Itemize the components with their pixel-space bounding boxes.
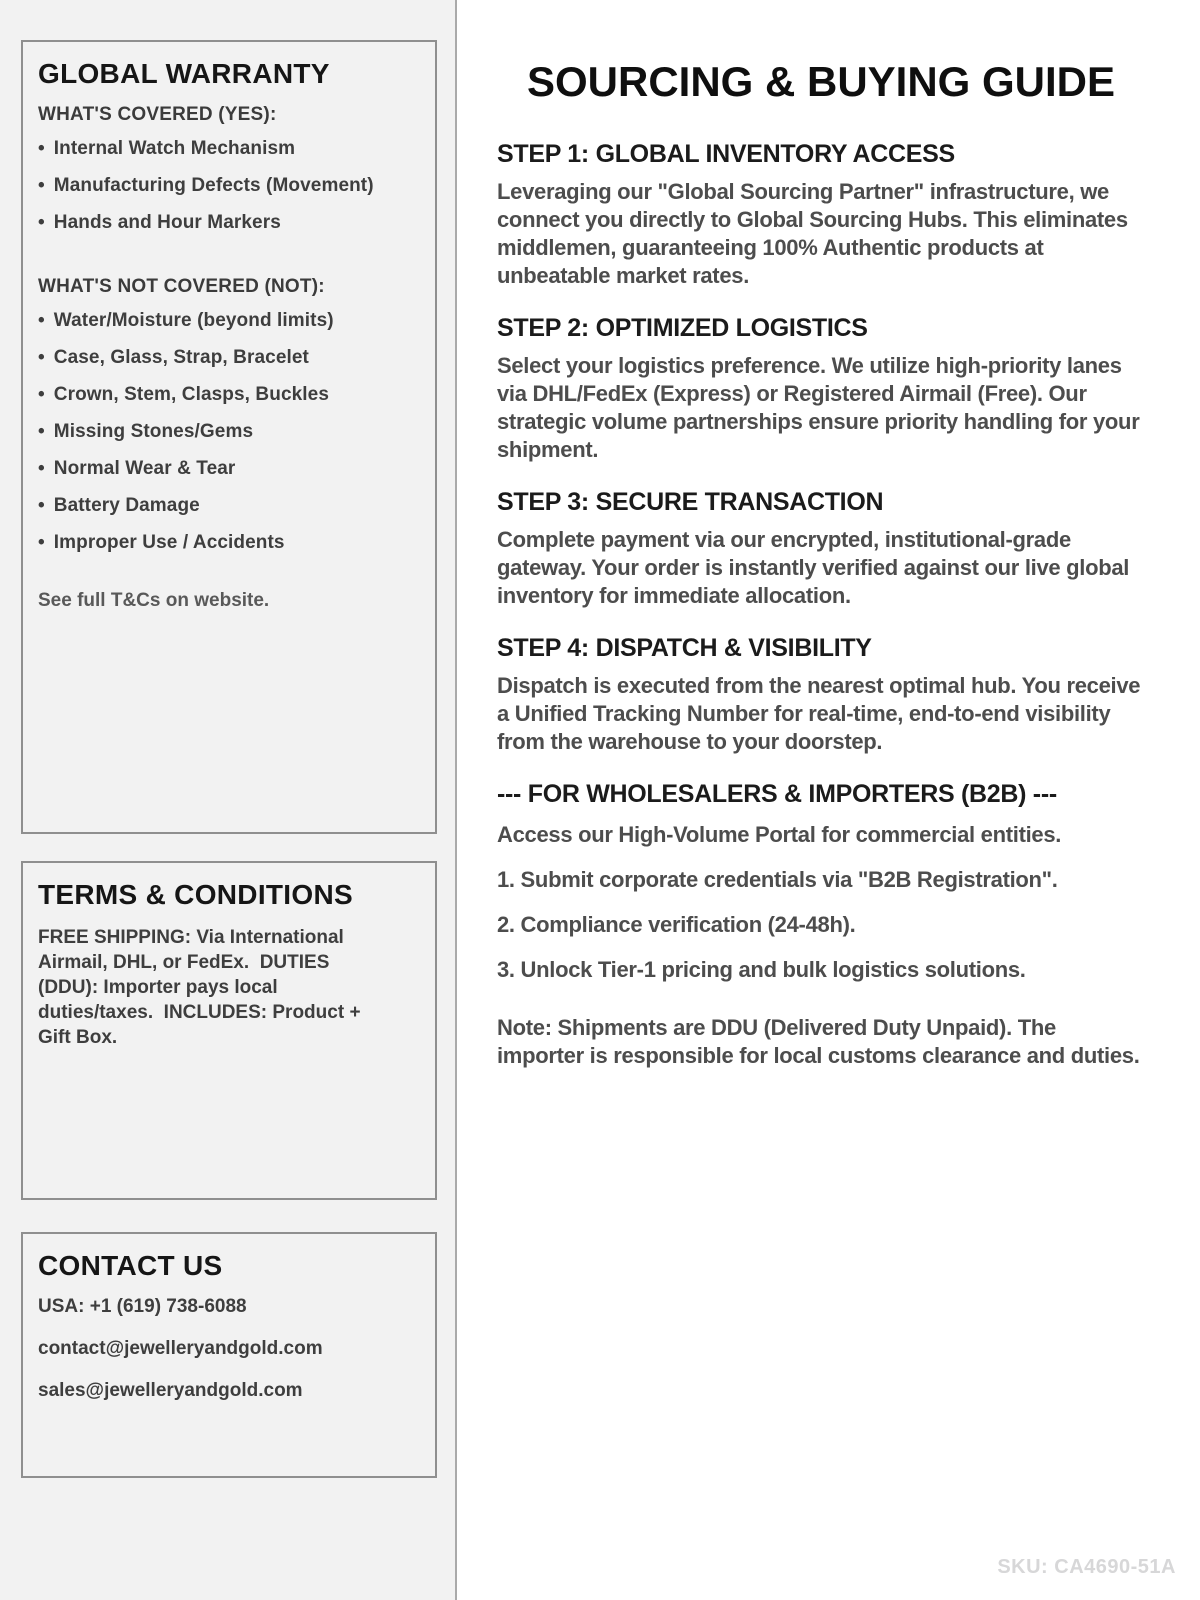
b2b-note: Note: Shipments are DDU (Delivered Duty Unpaid). The importer is responsible for local customs clearance and duties. bbox=[497, 1015, 1140, 1068]
not-covered-item: • Normal Wear & Tear bbox=[38, 458, 420, 480]
not-covered-list bbox=[38, 310, 420, 554]
sourcing-guide-main bbox=[459, 0, 1200, 1600]
step-1-body: Leveraging our "Global Sourcing Partner" infrastructure, we connect you directly to Global Sourcing Hubs. This eliminates middlemen, guaranteeing 100% Authentic products at unbeatable market rates. bbox=[497, 179, 1128, 288]
b2b-section bbox=[497, 780, 1145, 1070]
step-2-heading: STEP 2: OPTIMIZED LOGISTICS bbox=[497, 314, 868, 342]
b2b-step-3: 3. Unlock Tier-1 pricing and bulk logistics solutions. bbox=[497, 957, 1026, 982]
covered-item: • Manufacturing Defects (Movement) bbox=[38, 175, 420, 197]
contact-panel bbox=[21, 1232, 437, 1478]
b2b-heading: --- FOR WHOLESALERS & IMPORTERS (B2B) --- bbox=[497, 780, 1057, 808]
not-covered-item: • Water/Moisture (beyond limits) bbox=[38, 310, 420, 332]
step-2-section bbox=[497, 314, 1145, 464]
step-4-heading: STEP 4: DISPATCH & VISIBILITY bbox=[497, 634, 872, 662]
warranty-footnote: See full T&Cs on website. bbox=[38, 590, 270, 611]
not-covered-subtitle: WHAT'S NOT COVERED (NOT): bbox=[38, 276, 325, 297]
sidebar bbox=[0, 0, 457, 1600]
page-title: SOURCING & BUYING GUIDE bbox=[526, 58, 1116, 105]
b2b-intro: Access our High-Volume Portal for commercial entities. bbox=[497, 822, 1062, 847]
warranty-title: GLOBAL WARRANTY bbox=[38, 58, 330, 89]
b2b-step-1: 1. Submit corporate credentials via "B2B Registration". bbox=[497, 867, 1058, 892]
step-3-heading: STEP 3: SECURE TRANSACTION bbox=[497, 488, 884, 516]
covered-list bbox=[38, 138, 420, 234]
not-covered-item: • Crown, Stem, Clasps, Buckles bbox=[38, 384, 420, 406]
step-4-body: Dispatch is executed from the nearest optimal hub. You receive a Unified Tracking Number for real-time, end-to-end visibility from the warehouse to your doorstep. bbox=[497, 673, 1141, 754]
global-warranty-panel bbox=[21, 40, 437, 834]
sku-label: SKU: CA4690-51A bbox=[997, 1556, 1176, 1578]
terms-panel bbox=[21, 861, 437, 1200]
contact-title: CONTACT US bbox=[38, 1250, 223, 1281]
covered-item: • Hands and Hour Markers bbox=[38, 212, 420, 234]
not-covered-item: • Case, Glass, Strap, Bracelet bbox=[38, 347, 420, 369]
terms-title: TERMS & CONDITIONS bbox=[38, 879, 353, 910]
b2b-step-2: 2. Compliance verification (24-48h). bbox=[497, 912, 856, 937]
step-1-heading: STEP 1: GLOBAL INVENTORY ACCESS bbox=[497, 140, 955, 168]
not-covered-item: • Improper Use / Accidents bbox=[38, 532, 420, 554]
step-3-body: Complete payment via our encrypted, institutional-grade gateway. Your order is instantly verified against our live global inventory for immediate allocation. bbox=[497, 527, 1130, 608]
step-4-section bbox=[497, 634, 1145, 756]
covered-subtitle: WHAT'S COVERED (YES): bbox=[38, 104, 277, 125]
covered-item: • Internal Watch Mechanism bbox=[38, 138, 420, 160]
step-2-body: Select your logistics preference. We utilize high-priority lanes via DHL/FedEx (Express) or Registered Airmail (Free). Our strategic volume partnerships ensure priority handling for your shipment. bbox=[497, 353, 1140, 462]
not-covered-item: • Battery Damage bbox=[38, 495, 420, 517]
step-3-section bbox=[497, 488, 1145, 610]
contact-phone: USA: +1 (619) 738-6088 bbox=[38, 1296, 247, 1317]
step-1-section bbox=[497, 140, 1145, 290]
contact-email: contact@jewelleryandgold.com bbox=[38, 1338, 323, 1359]
contact-email-sales: sales@jewelleryandgold.com bbox=[38, 1380, 303, 1401]
terms-body: FREE SHIPPING: Via International Airmail, DHL, or FedEx. DUTIES (DDU): Importer pays local duties/taxes. INCLUDES: Product + Gift Box. bbox=[38, 927, 366, 1048]
not-covered-item: • Missing Stones/Gems bbox=[38, 421, 420, 443]
